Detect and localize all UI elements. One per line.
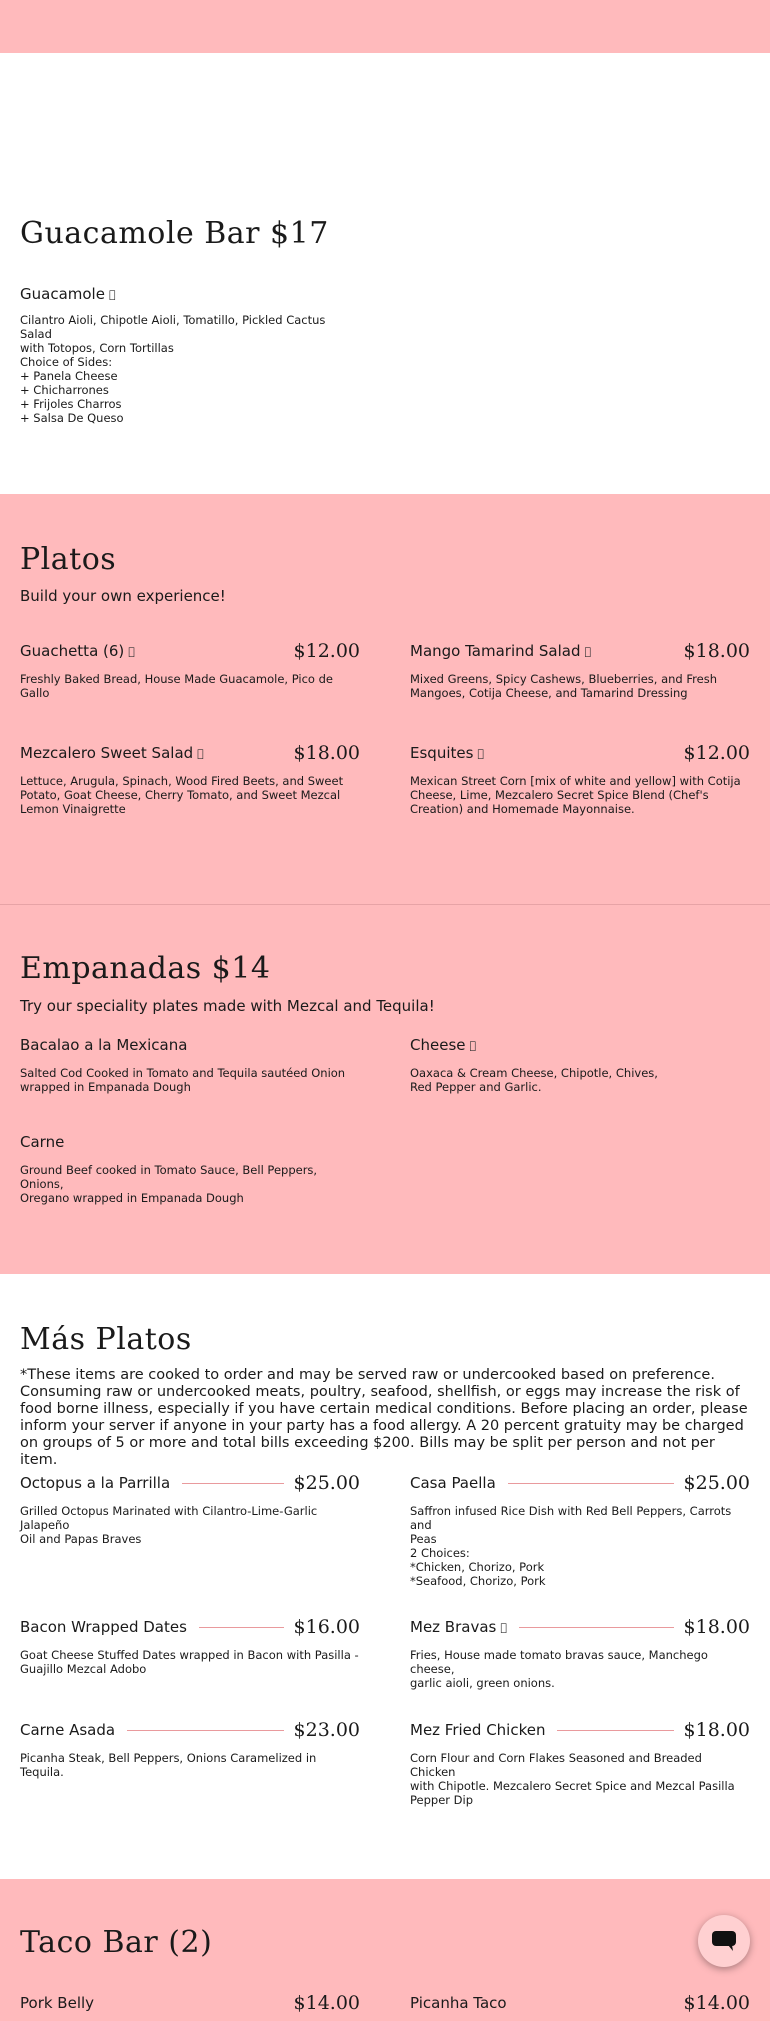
item-name: Bacalao a la Mexicana xyxy=(20,1036,188,1054)
item-description: Ground Beef cooked in Tomato Sauce, Bell Peppers, Onions, Oregano wrapped in Empanada Dough xyxy=(20,1163,318,1205)
chat-bubble-icon xyxy=(711,1929,737,1953)
item-name: Guachetta (6) xyxy=(20,642,125,660)
vegetarian-icon xyxy=(585,645,592,658)
section-title: Más Platos xyxy=(20,1322,192,1357)
section-title: Platos xyxy=(20,542,117,577)
item-description: Lettuce, Arugula, Spinach, Wood Fired Beets, and Sweet Potato, Goat Cheese, Cherry Tomato, and Sweet Mezcal Lemon Vinaigrette xyxy=(20,774,344,816)
item-name: Carne xyxy=(20,1133,65,1151)
top-banner xyxy=(0,0,770,53)
item-description: Saffron infused Rice Dish with Red Bell Peppers, Carrots and Peas 2 Choices: *Chicken, Chorizo, Pork *Seafood, Chorizo, Pork xyxy=(410,1504,732,1588)
item-price: $12.00 xyxy=(683,742,750,764)
item-price: $25.00 xyxy=(293,1472,360,1494)
menu-item-bacalao[interactable] xyxy=(20,1034,360,1094)
item-name: Esquites xyxy=(410,744,474,762)
menu-item-casa-paella[interactable] xyxy=(410,1472,750,1588)
vegetarian-icon xyxy=(500,1621,507,1634)
item-price: $16.00 xyxy=(293,1616,360,1638)
item-description: Mexican Street Corn [mix of white and yellow] with Cotija Cheese, Lime, Mezcalero Secret Spice Blend (Chef's Creation) and Homemade Mayonnaise. xyxy=(410,774,741,816)
item-description: Salted Cod Cooked in Tomato and Tequila sautéed Onion wrapped in Empanada Dough xyxy=(20,1066,346,1094)
menu-item-pork-belly[interactable] xyxy=(20,1992,360,2014)
chat-button[interactable] xyxy=(698,1915,750,1967)
section-title: Taco Bar (2) xyxy=(20,1925,213,1960)
menu-item-mezcalero-sweet-salad[interactable] xyxy=(20,742,360,816)
item-price: $18.00 xyxy=(683,1719,750,1741)
item-description: Mixed Greens, Spicy Cashews, Blueberries, and Fresh Mangoes, Cotija Cheese, and Tamarind Dressing xyxy=(410,672,717,700)
section-title: Empanadas $14 xyxy=(20,951,271,986)
item-price: $18.00 xyxy=(293,742,360,764)
menu-item-cheese[interactable] xyxy=(410,1034,750,1094)
price-leader xyxy=(199,1627,284,1628)
item-description: Goat Cheese Stuffed Dates wrapped in Bacon with Pasilla - Guajillo Mezcal Adobo xyxy=(20,1648,359,1676)
section-platos xyxy=(0,494,770,904)
item-name: Mez Fried Chicken xyxy=(410,1721,546,1739)
price-leader xyxy=(519,1627,674,1628)
price-leader xyxy=(519,2003,674,2004)
menu-item-guacamole[interactable] xyxy=(20,283,360,425)
item-price: $18.00 xyxy=(683,640,750,662)
item-name: Mez Bravas xyxy=(410,1618,497,1636)
item-price: $25.00 xyxy=(683,1472,750,1494)
item-name: Mezcalero Sweet Salad xyxy=(20,744,194,762)
vegetarian-icon xyxy=(109,288,116,301)
menu-item-mango-tamarind-salad[interactable] xyxy=(410,640,750,700)
item-name: Picanha Taco xyxy=(410,1994,507,2012)
vegetarian-icon xyxy=(197,747,204,760)
price-leader xyxy=(508,1483,674,1484)
price-leader xyxy=(182,1483,283,1484)
section-empanadas xyxy=(0,905,770,1274)
item-price: $12.00 xyxy=(293,640,360,662)
section-guacamole xyxy=(0,53,770,494)
item-description: Oaxaca & Cream Cheese, Chipotle, Chives, Red Pepper and Garlic. xyxy=(410,1066,658,1094)
item-name: Carne Asada xyxy=(20,1721,116,1739)
price-leader xyxy=(496,753,673,754)
menu-item-guachetta[interactable] xyxy=(20,640,360,700)
price-leader xyxy=(127,1730,283,1731)
vegetarian-icon xyxy=(469,1039,476,1052)
menu-item-carne[interactable] xyxy=(20,1131,360,1205)
menu-item-mez-fried-chicken[interactable] xyxy=(410,1719,750,1807)
vegetarian-icon xyxy=(128,645,135,658)
price-leader xyxy=(147,651,284,652)
price-leader xyxy=(557,1730,673,1731)
section-title: Guacamole Bar $17 xyxy=(20,216,329,251)
item-description: Picanha Steak, Bell Peppers, Onions Caramelized in Tequila. xyxy=(20,1751,317,1779)
item-name: Bacon Wrapped Dates xyxy=(20,1618,187,1636)
section-subtitle: Try our speciality plates made with Mezcal and Tequila! xyxy=(20,997,435,1015)
item-name: Casa Paella xyxy=(410,1474,496,1492)
item-name: Mango Tamarind Salad xyxy=(410,642,581,660)
item-name: Pork Belly xyxy=(20,1994,95,2012)
menu-item-octopus[interactable] xyxy=(20,1472,360,1546)
allergy-notice: *These items are cooked to order and may be served raw or undercooked based on preference. Consuming raw or undercooked meats, poultry, seafood, shellfish, or eggs may increase the risk of food borne illness, especially if you have certain medical conditions. Before placing an order, please inform your server if anyone in your party has a food allergy. A 20 percent gratuity may be charged on groups of 5 or more and total bills exceeding $200. Bills may be split per person and not per item. xyxy=(20,1367,748,1468)
item-description: Freshly Baked Bread, House Made Guacamole, Pico de Gallo xyxy=(20,672,333,700)
item-description: Cilantro Aioli, Chipotle Aioli, Tomatillo, Pickled Cactus Salad with Totopos, Corn Tortillas Choice of Sides: + Panela Cheese + Chicharrones + Frijoles Charros + Salsa De Queso xyxy=(20,313,326,425)
menu-item-carne-asada[interactable] xyxy=(20,1719,360,1779)
item-description: Grilled Octopus Marinated with Cilantro-Lime-Garlic Jalapeño Oil and Papas Braves xyxy=(20,1504,318,1546)
item-name: Octopus a la Parrilla xyxy=(20,1474,171,1492)
section-mas-platos xyxy=(0,1274,770,1879)
menu-item-mez-bravas[interactable] xyxy=(410,1616,750,1690)
menu-item-esquites[interactable] xyxy=(410,742,750,816)
item-description: Fries, House made tomato bravas sauce, Manchego cheese, garlic aioli, green onions. xyxy=(410,1648,708,1690)
item-name: Cheese xyxy=(410,1036,466,1054)
menu-item-picanha-taco[interactable] xyxy=(410,1992,750,2014)
price-leader xyxy=(106,2003,283,2004)
item-name: Guacamole xyxy=(20,285,105,303)
section-subtitle: Build your own experience! xyxy=(20,587,226,605)
item-price: $14.00 xyxy=(293,1992,360,2014)
section-taco-bar xyxy=(0,1879,770,2021)
price-leader xyxy=(603,651,673,652)
price-leader xyxy=(216,753,284,754)
item-price: $14.00 xyxy=(683,1992,750,2014)
vegetarian-icon xyxy=(477,747,484,760)
item-price: $18.00 xyxy=(683,1616,750,1638)
item-description: Corn Flour and Corn Flakes Seasoned and Breaded Chicken with Chipotle. Mezcalero Secret Spice and Mezcal Pasilla Pepper Dip xyxy=(410,1751,735,1807)
item-price: $23.00 xyxy=(293,1719,360,1741)
menu-item-bacon-wrapped-dates[interactable] xyxy=(20,1616,360,1676)
